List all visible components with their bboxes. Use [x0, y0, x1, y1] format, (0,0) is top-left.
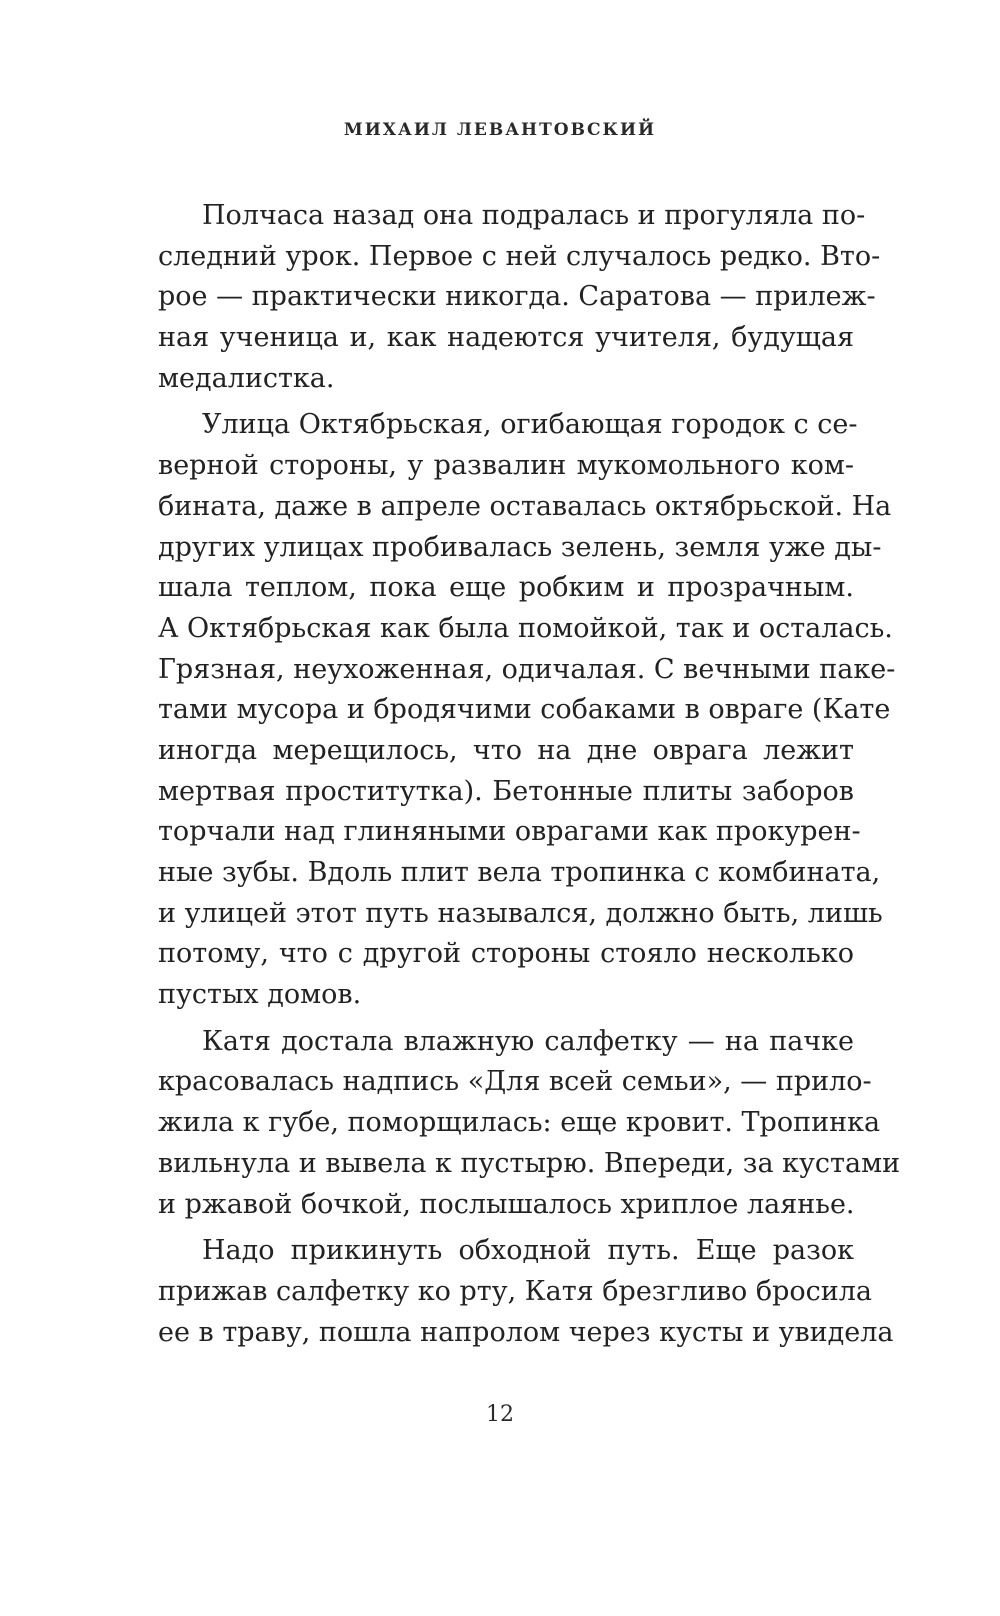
paragraph-2 — [158, 405, 896, 1015]
text-line: потому, что с другой стороны стояло несколько — [158, 938, 854, 970]
paragraph-1 — [158, 196, 881, 399]
text-line: других улицах пробивалась зелень, земля уже ды- — [158, 531, 882, 563]
body-text — [158, 196, 901, 1359]
page-number: 12 — [486, 1402, 514, 1427]
text-line: красовалась надпись «Для всей семьи», — прило- — [158, 1066, 872, 1098]
text-line: Надо прикинуть обходной путь. Еще разок — [202, 1235, 854, 1267]
text-line: мертвая проститутка). Бетонные плиты заборов — [158, 775, 854, 807]
text-line: Полчаса назад она подралась и прогуляла по- — [202, 200, 866, 231]
text-line: иногда мерещилось, что на дне оврага лежит — [158, 734, 854, 766]
text-line: Грязная, неухоженная, одичалая. С вечными паке- — [158, 653, 896, 685]
text-line: верной стороны, у развалин мукомольного ком- — [158, 450, 854, 482]
text-line: А Октябрьская как была помойкой, так и осталась. — [158, 612, 893, 644]
running-head-author: МИХАИЛ ЛЕВАНТОВСКИЙ — [343, 120, 657, 140]
paragraph-3 — [158, 1022, 901, 1225]
text-line: торчали над глиняными оврагами как прокурен- — [158, 816, 861, 848]
text-line: и ржавой бочкой, послышалось хриплое лаянье. — [158, 1188, 855, 1220]
text-line: Катя достала влажную салфетку — на пачке — [202, 1025, 854, 1057]
text-line: следний урок. Первое с ней случалось редко. Вто- — [158, 240, 881, 272]
text-line: вильнула и вывела к пустырю. Впереди, за кустами — [158, 1147, 901, 1179]
text-line: ные зубы. Вдоль плит вела тропинка с комбината, — [158, 857, 881, 888]
text-line: бината, даже в апреле оставалась октябрьской. На — [158, 490, 892, 522]
text-line: прижав салфетку ко рту, Катя брезгливо бросила — [158, 1275, 873, 1307]
text-line: и улицей этот путь назывался, должно быть, лишь — [158, 897, 883, 929]
text-line: ная ученица и, как надеются учителя, будущая — [158, 322, 854, 354]
text-line: шала теплом, пока еще робким и прозрачным. — [158, 572, 854, 604]
paragraph-4 — [158, 1231, 894, 1353]
text-line: ее в траву, пошла напролом через кусты и увидела — [158, 1316, 894, 1348]
text-line: Улица Октябрьская, огибающая городок с се- — [202, 409, 858, 441]
text-line: жила к губе, поморщилась: еще кровит. Тропинка — [158, 1107, 881, 1139]
text-line: пустых домов. — [158, 979, 362, 1011]
text-line: медалистка. — [158, 362, 335, 394]
text-line: тами мусора и бродячими собаками в овраге (Кате — [158, 694, 891, 726]
text-line: рое — практически никогда. Саратова — прилеж- — [158, 281, 876, 313]
